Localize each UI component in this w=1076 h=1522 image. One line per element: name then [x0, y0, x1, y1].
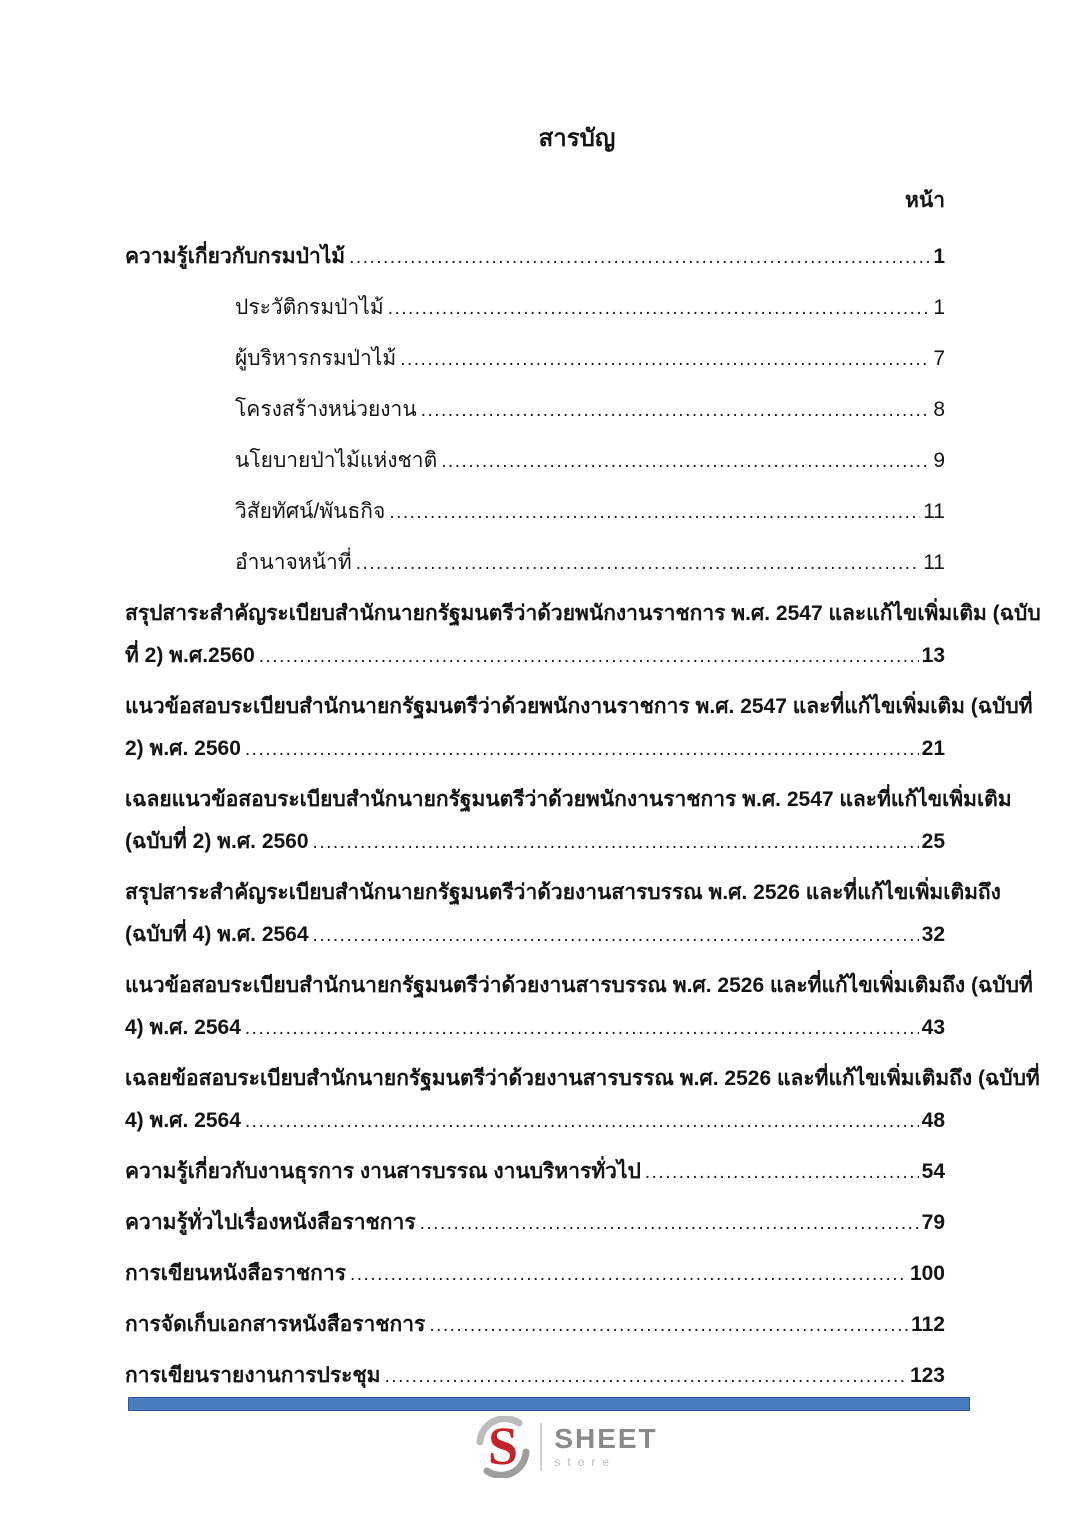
toc-entry-text: วิสัยทัศน์/พันธกิจ: [235, 500, 386, 523]
toc-entry: [125, 1058, 1040, 1143]
toc-entry-text: แนวข้อสอบระเบียบสำนักนายกรัฐมนตรีว่าด้วยพนักงานราชการ พ.ศ. 2547 และที่แก้ไขเพิ่มเติม (ฉบับที่: [125, 695, 1033, 718]
dot-leader: [388, 288, 931, 330]
dot-leader: [441, 441, 930, 483]
toc-entry: [125, 389, 945, 432]
toc-line: [125, 593, 1041, 635]
logo-text-store: store: [554, 1455, 616, 1469]
toc-entry: [125, 236, 945, 279]
toc-entry: [125, 491, 945, 534]
toc-entry-text: ที่ 2) พ.ศ.2560: [125, 644, 255, 667]
dot-leader: [356, 543, 920, 585]
toc-page-number: 11: [923, 551, 945, 574]
toc-line: [125, 779, 1012, 821]
toc-entry: [125, 779, 1012, 864]
toc-entry-text: ประวัติกรมป่าไม้: [235, 296, 384, 319]
toc-page-number: 25: [921, 830, 945, 853]
dot-leader: [421, 390, 931, 432]
toc-entry-text: ผู้บริหารกรมป่าไม้: [235, 347, 397, 370]
logo-wordmark: [554, 1425, 657, 1469]
toc-line: [125, 1151, 945, 1194]
toc-entry: [125, 440, 945, 483]
toc-line: [125, 1202, 945, 1245]
toc-entry: [125, 686, 1033, 771]
toc-entry: [125, 1253, 945, 1296]
toc-entry: [125, 872, 1001, 957]
toc-entry-text: (ฉบับที่ 4) พ.ศ. 2564: [125, 923, 309, 946]
toc-line: [125, 236, 945, 279]
toc-entry-text: เฉลยแนวข้อสอบระเบียบสำนักนายกรัฐมนตรีว่าด้วยพนักงานราชการ พ.ศ. 2547 และที่แก้ไขเพิ่มเติม: [125, 788, 1012, 811]
page-column-label: หน้า: [905, 189, 945, 212]
logo-letter-s: S: [488, 1416, 519, 1476]
toc-entry: [125, 965, 1033, 1050]
toc-line: [125, 1058, 1040, 1100]
dot-leader: [385, 1356, 907, 1398]
toc-entry: [125, 1151, 945, 1194]
toc-line: [235, 287, 945, 330]
sheet-store-s-icon: [474, 1416, 532, 1478]
toc-line: [235, 389, 945, 432]
toc-page-number: 123: [909, 1364, 945, 1387]
toc-page-number: 11: [923, 500, 945, 523]
toc-entry-text: การจัดเก็บเอกสารหนังสือราชการ: [125, 1313, 426, 1336]
dot-leader: [389, 492, 920, 534]
dot-leader: [245, 729, 919, 771]
toc-entry: [125, 338, 945, 381]
toc-line: [125, 1253, 945, 1296]
toc-content: [125, 122, 1041, 1406]
toc-line: [235, 338, 945, 381]
toc-line: [235, 491, 945, 534]
toc-entry-text: (ฉบับที่ 2) พ.ศ. 2560: [125, 830, 309, 853]
toc-page-number: 100: [909, 1262, 945, 1285]
toc-line: [125, 635, 945, 678]
toc-line: [235, 440, 945, 483]
toc-entry-text: 2) พ.ศ. 2560: [125, 737, 241, 760]
toc-page-number: 8: [933, 398, 945, 421]
toc-line: [125, 1007, 945, 1050]
toc-entry-text: สรุปสาระสำคัญระเบียบสำนักนายกรัฐมนตรีว่าด้วยงานสารบรรณ พ.ศ. 2526 และที่แก้ไขเพิ่มเติมถึง: [125, 881, 1001, 904]
toc-page-number: 13: [921, 644, 945, 667]
toc-line: [125, 821, 945, 864]
toc-entry-text: ความรู้เกี่ยวกับกรมป่าไม้: [125, 245, 346, 268]
toc-list: [125, 236, 1041, 1398]
toc-page-number: 7: [933, 347, 945, 370]
toc-entry-text: โครงสร้างหน่วยงาน: [235, 398, 417, 421]
toc-entry: [125, 1355, 945, 1398]
toc-line: [125, 914, 945, 957]
toc-line: [125, 1355, 945, 1398]
logo-divider-line: [540, 1423, 542, 1471]
dot-leader: [420, 1203, 919, 1245]
toc-entry-text: ความรู้ทั่วไปเรื่องหนังสือราชการ: [125, 1211, 416, 1234]
toc-entry-text: การเขียนรายงานการประชุม: [125, 1364, 381, 1387]
sheet-store-logo: [28, 1416, 1076, 1478]
toc-page-number: 21: [921, 737, 945, 760]
toc-page-number: 54: [921, 1160, 945, 1183]
dot-leader: [313, 915, 919, 957]
toc-line: [125, 1100, 945, 1143]
logo-text-sheet: SHEET: [554, 1423, 658, 1454]
footer-divider-bar: [128, 1397, 970, 1411]
toc-page-number: 79: [921, 1211, 945, 1234]
toc-line: [235, 542, 945, 585]
dot-leader: [429, 1305, 908, 1347]
toc-page-number: 112: [911, 1313, 945, 1336]
toc-entry-text: เฉลยข้อสอบระเบียบสำนักนายกรัฐมนตรีว่าด้วยงานสารบรรณ พ.ศ. 2526 และที่แก้ไขเพิ่มเติมถึง (ฉบับที่: [125, 1067, 1040, 1090]
toc-page-number: 43: [921, 1016, 945, 1039]
dot-leader: [313, 822, 919, 864]
toc-entry-text: การเขียนหนังสือราชการ: [125, 1262, 346, 1285]
toc-page-number: 1: [933, 296, 945, 319]
toc-page-number: 32: [921, 923, 945, 946]
toc-entry: [125, 1202, 945, 1245]
toc-entry: [125, 593, 1041, 678]
toc-page-number: 9: [933, 449, 945, 472]
dot-leader: [259, 636, 919, 678]
toc-entry-text: นโยบายป่าไม้แห่งชาติ: [235, 449, 438, 472]
toc-line: [125, 965, 1033, 1007]
toc-entry: [125, 1304, 945, 1347]
toc-entry-text: 4) พ.ศ. 2564: [125, 1016, 241, 1039]
toc-line: [125, 728, 945, 771]
dot-leader: [645, 1152, 919, 1194]
toc-entry-text: แนวข้อสอบระเบียบสำนักนายกรัฐมนตรีว่าด้วยงานสารบรรณ พ.ศ. 2526 และที่แก้ไขเพิ่มเติมถึง (ฉบับที่: [125, 974, 1033, 997]
toc-entry-text: อำนาจหน้าที่: [235, 551, 352, 574]
toc-line: [125, 686, 1033, 728]
toc-entry-text: 4) พ.ศ. 2564: [125, 1109, 241, 1132]
dot-leader: [245, 1101, 919, 1143]
dot-leader: [245, 1008, 919, 1050]
toc-page-number: 48: [921, 1109, 945, 1132]
dot-leader: [350, 1254, 907, 1296]
toc-line: [125, 1304, 945, 1347]
toc-line: [125, 872, 1001, 914]
page-title: สารบัญ: [538, 125, 616, 152]
toc-page-number: 1: [933, 245, 945, 268]
dot-leader: [349, 237, 930, 279]
toc-entry: [125, 542, 945, 585]
toc-entry-text: สรุปสาระสำคัญระเบียบสำนักนายกรัฐมนตรีว่าด้วยพนักงานราชการ พ.ศ. 2547 และแก้ไขเพิ่มเติม (ฉบับ: [125, 602, 1041, 625]
dot-leader: [400, 339, 930, 381]
toc-entry-text: ความรู้เกี่ยวกับงานธุรการ งานสารบรรณ งานบริหารทั่วไป: [125, 1160, 641, 1183]
toc-entry: [125, 287, 945, 330]
